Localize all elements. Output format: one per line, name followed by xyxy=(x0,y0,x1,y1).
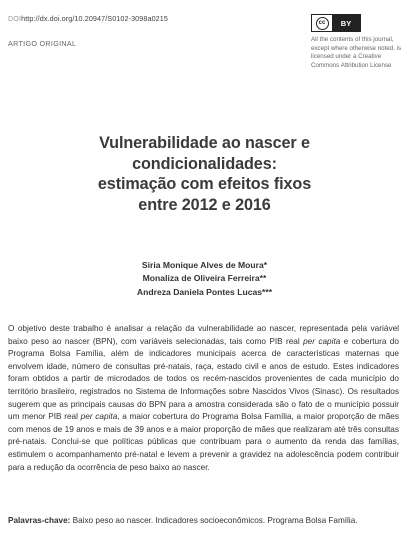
article-title xyxy=(0,133,409,215)
author-list xyxy=(0,259,409,299)
emphasis: per capita xyxy=(303,336,341,346)
article-section-label: ARTIGO ORIGINAL xyxy=(8,39,77,48)
author-name: Siria Monique Alves de Moura* xyxy=(141,260,268,270)
cc-icon: cc xyxy=(316,17,329,30)
doi-prefix: DOI xyxy=(8,14,22,23)
author-name: Andreza Daniela Pontes Lucas*** xyxy=(136,286,273,297)
keywords-label: Palavras-chave: xyxy=(8,516,71,525)
keywords-line xyxy=(8,516,399,525)
keywords-text: Baixo peso ao nascer. Indicadores socioeconômicos. Programa Bolsa Família. xyxy=(70,516,358,525)
abstract-paragraph: O objetivo deste trabalho é analisar a relação da vulnerabilidade ao nascer, representada pela variável baixo peso ao nascer (BPN), com variáveis selecionadas, tais como PIB real per capita e cobertura do Programa Bolsa Família, além de indicadores municipais acerca de características maternas que envolvem idade, número de consultas pré-natais, raça, estado civil e anos de estudo. Estes indicadores foram obtidos a partir de microdados de todos os recém-nascidos provenientes de cada município do território brasileiro, registrados no Sistema de Informações sobre Nascidos Vivos (Sinasc). Os resultados sugerem que as principais causas do BPN para a amostra considerada são o fato de o município possuir um menor PIB real per capita, a maior cobertura do Programa Bolsa Família, a maior proporção de mães com menos de 19 anos e mais de 39 anos e a maior proporção de mães que realizaram até três consultas pré-natais. Conclui-se que políticas públicas que contribuam para o aumento da renda das famílias, estimulem o acompanhamento pré-natal e levem a prevenir a gravidez na adolescência podem contribuir para a redução da ocorrência de peso baixo ao nascer. xyxy=(8,324,399,472)
license-text: All the contents of this journal, except where otherwise noted, is licensed under a Creative Commons Attribution License xyxy=(311,36,402,69)
title-line: condicionalidades: xyxy=(132,154,277,173)
emphasis: per capita xyxy=(80,412,118,422)
title-line: Vulnerabilidade ao nascer e xyxy=(99,134,310,152)
author-name: Monaliza de Oliveira Ferreira** xyxy=(142,273,267,284)
cc-by-label: BY xyxy=(332,15,360,31)
title-line: estimação com efeitos fixos xyxy=(97,175,312,193)
doi-link[interactable]: http://dx.doi.org/10.20947/S0102-3098a0215 xyxy=(21,14,168,23)
title-line: entre 2012 e 2016 xyxy=(138,195,271,214)
cc-license-badge[interactable] xyxy=(311,14,361,32)
doi-line xyxy=(8,14,168,23)
